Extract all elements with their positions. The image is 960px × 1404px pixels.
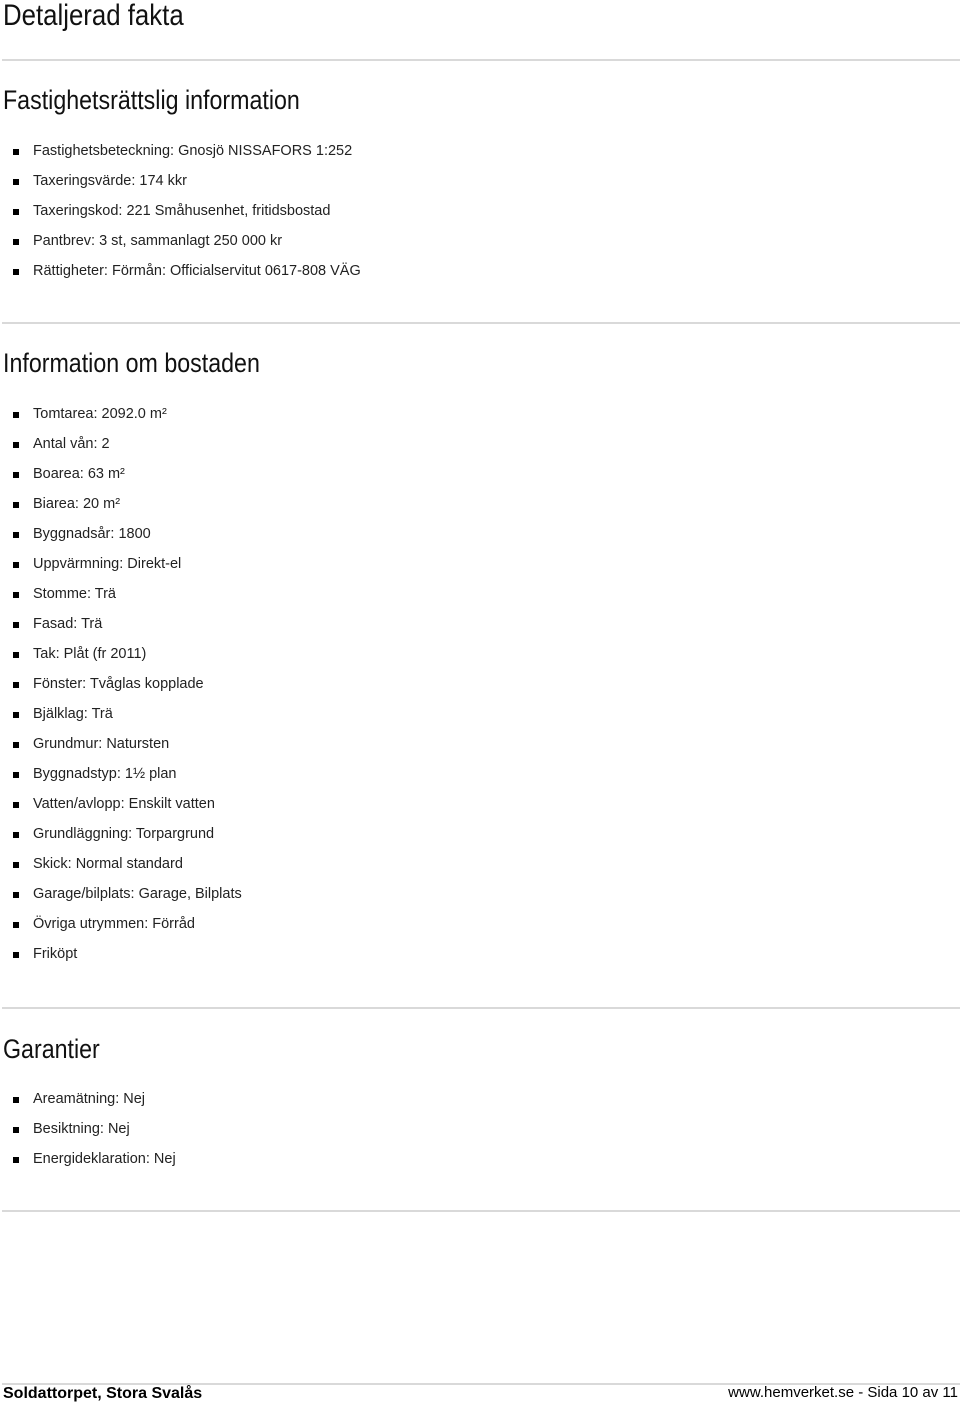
list-item [0, 1144, 176, 1174]
property-rights-list [0, 136, 361, 286]
list-item-text: Tomtarea: 2092.0 m² [33, 406, 167, 422]
square-bullet-icon [13, 862, 19, 868]
list-item [0, 609, 242, 639]
list-item [0, 639, 242, 669]
square-bullet-icon [13, 712, 19, 718]
section-heading-guarantees: Garantier [3, 1034, 100, 1064]
list-item [0, 226, 361, 256]
guarantees-list [0, 1084, 176, 1174]
square-bullet-icon [13, 149, 19, 155]
list-item [0, 669, 242, 699]
square-bullet-icon [13, 209, 19, 215]
square-bullet-icon [13, 952, 19, 958]
list-item-text: Byggnadsår: 1800 [33, 526, 151, 542]
square-bullet-icon [13, 269, 19, 275]
list-item-text: Uppvärmning: Direkt-el [33, 556, 182, 572]
list-item [0, 459, 242, 489]
list-item [0, 136, 361, 166]
square-bullet-icon [13, 1127, 19, 1133]
list-item-text: Tak: Plåt (fr 2011) [33, 646, 147, 662]
list-item-text: Fönster: Tvåglas kopplade [33, 676, 204, 692]
list-item-text: Bjälklag: Trä [33, 706, 113, 722]
list-item-text: Fasad: Trä [33, 616, 103, 632]
list-item-text: Fastighetsbeteckning: Gnosjö NISSAFORS 1:252 [33, 143, 353, 159]
housing-info-list [0, 399, 242, 969]
list-item-text: Övriga utrymmen: Förråd [33, 916, 195, 932]
square-bullet-icon [13, 832, 19, 838]
list-item [0, 699, 242, 729]
page-title: Detaljerad fakta [3, 0, 184, 32]
square-bullet-icon [13, 239, 19, 245]
list-item-text: Biarea: 20 m² [33, 496, 121, 512]
square-bullet-icon [13, 922, 19, 928]
list-item [0, 256, 361, 286]
square-bullet-icon [13, 179, 19, 185]
list-item [0, 549, 242, 579]
list-item-text: Taxeringskod: 221 Småhusenhet, fritidsbostad [33, 203, 331, 219]
square-bullet-icon [13, 622, 19, 628]
list-item [0, 429, 242, 459]
list-item [0, 729, 242, 759]
square-bullet-icon [13, 1157, 19, 1163]
square-bullet-icon [13, 772, 19, 778]
list-item [0, 1084, 176, 1114]
square-bullet-icon [13, 472, 19, 478]
square-bullet-icon [13, 592, 19, 598]
section-heading-property-rights: Fastighetsrättslig information [3, 85, 300, 115]
list-item [0, 789, 242, 819]
list-item-text: Areamätning: Nej [33, 1091, 146, 1107]
list-item-text: Energideklaration: Nej [33, 1151, 176, 1167]
list-item-text: Grundläggning: Torpargrund [33, 826, 215, 842]
list-item-text: Grundmur: Natursten [33, 736, 170, 752]
square-bullet-icon [13, 442, 19, 448]
list-item [0, 196, 361, 226]
list-item [0, 166, 361, 196]
footer-property-name: Soldattorpet, Stora Svalås [3, 1385, 203, 1402]
list-item [0, 489, 242, 519]
section-heading-housing-info: Information om bostaden [3, 348, 260, 378]
square-bullet-icon [13, 412, 19, 418]
list-item-text: Antal vån: 2 [33, 436, 110, 452]
list-item [0, 879, 242, 909]
square-bullet-icon [13, 562, 19, 568]
list-item-text: Vatten/avlopp: Enskilt vatten [33, 796, 215, 812]
list-item [0, 519, 242, 549]
list-item-text: Friköpt [33, 946, 78, 962]
section-divider [2, 322, 960, 324]
list-item-text: Besiktning: Nej [33, 1121, 130, 1137]
square-bullet-icon [13, 892, 19, 898]
square-bullet-icon [13, 652, 19, 658]
list-item [0, 399, 242, 429]
list-item-text: Pantbrev: 3 st, sammanlagt 250 000 kr [33, 233, 283, 249]
list-item-text: Stomme: Trä [33, 586, 116, 602]
square-bullet-icon [13, 802, 19, 808]
square-bullet-icon [13, 502, 19, 508]
list-item-text: Rättigheter: Förmån: Officialservitut 0617-808 VÄG [33, 263, 361, 279]
list-item-text: Byggnadstyp: 1½ plan [33, 766, 177, 782]
list-item-text: Taxeringsvärde: 174 kkr [33, 173, 187, 189]
section-divider [2, 59, 960, 61]
footer-page-info: www.hemverket.se - Sida 10 av 11 [728, 1384, 958, 1401]
list-item [0, 909, 242, 939]
list-item [0, 849, 242, 879]
section-divider [2, 1007, 960, 1009]
list-item [0, 1114, 176, 1144]
square-bullet-icon [13, 1097, 19, 1103]
list-item-text: Boarea: 63 m² [33, 466, 125, 482]
square-bullet-icon [13, 532, 19, 538]
list-item [0, 759, 242, 789]
square-bullet-icon [13, 682, 19, 688]
list-item [0, 579, 242, 609]
list-item [0, 939, 242, 969]
list-item-text: Skick: Normal standard [33, 856, 183, 872]
list-item [0, 819, 242, 849]
square-bullet-icon [13, 742, 19, 748]
list-item-text: Garage/bilplats: Garage, Bilplats [33, 886, 242, 902]
section-divider [2, 1210, 960, 1212]
